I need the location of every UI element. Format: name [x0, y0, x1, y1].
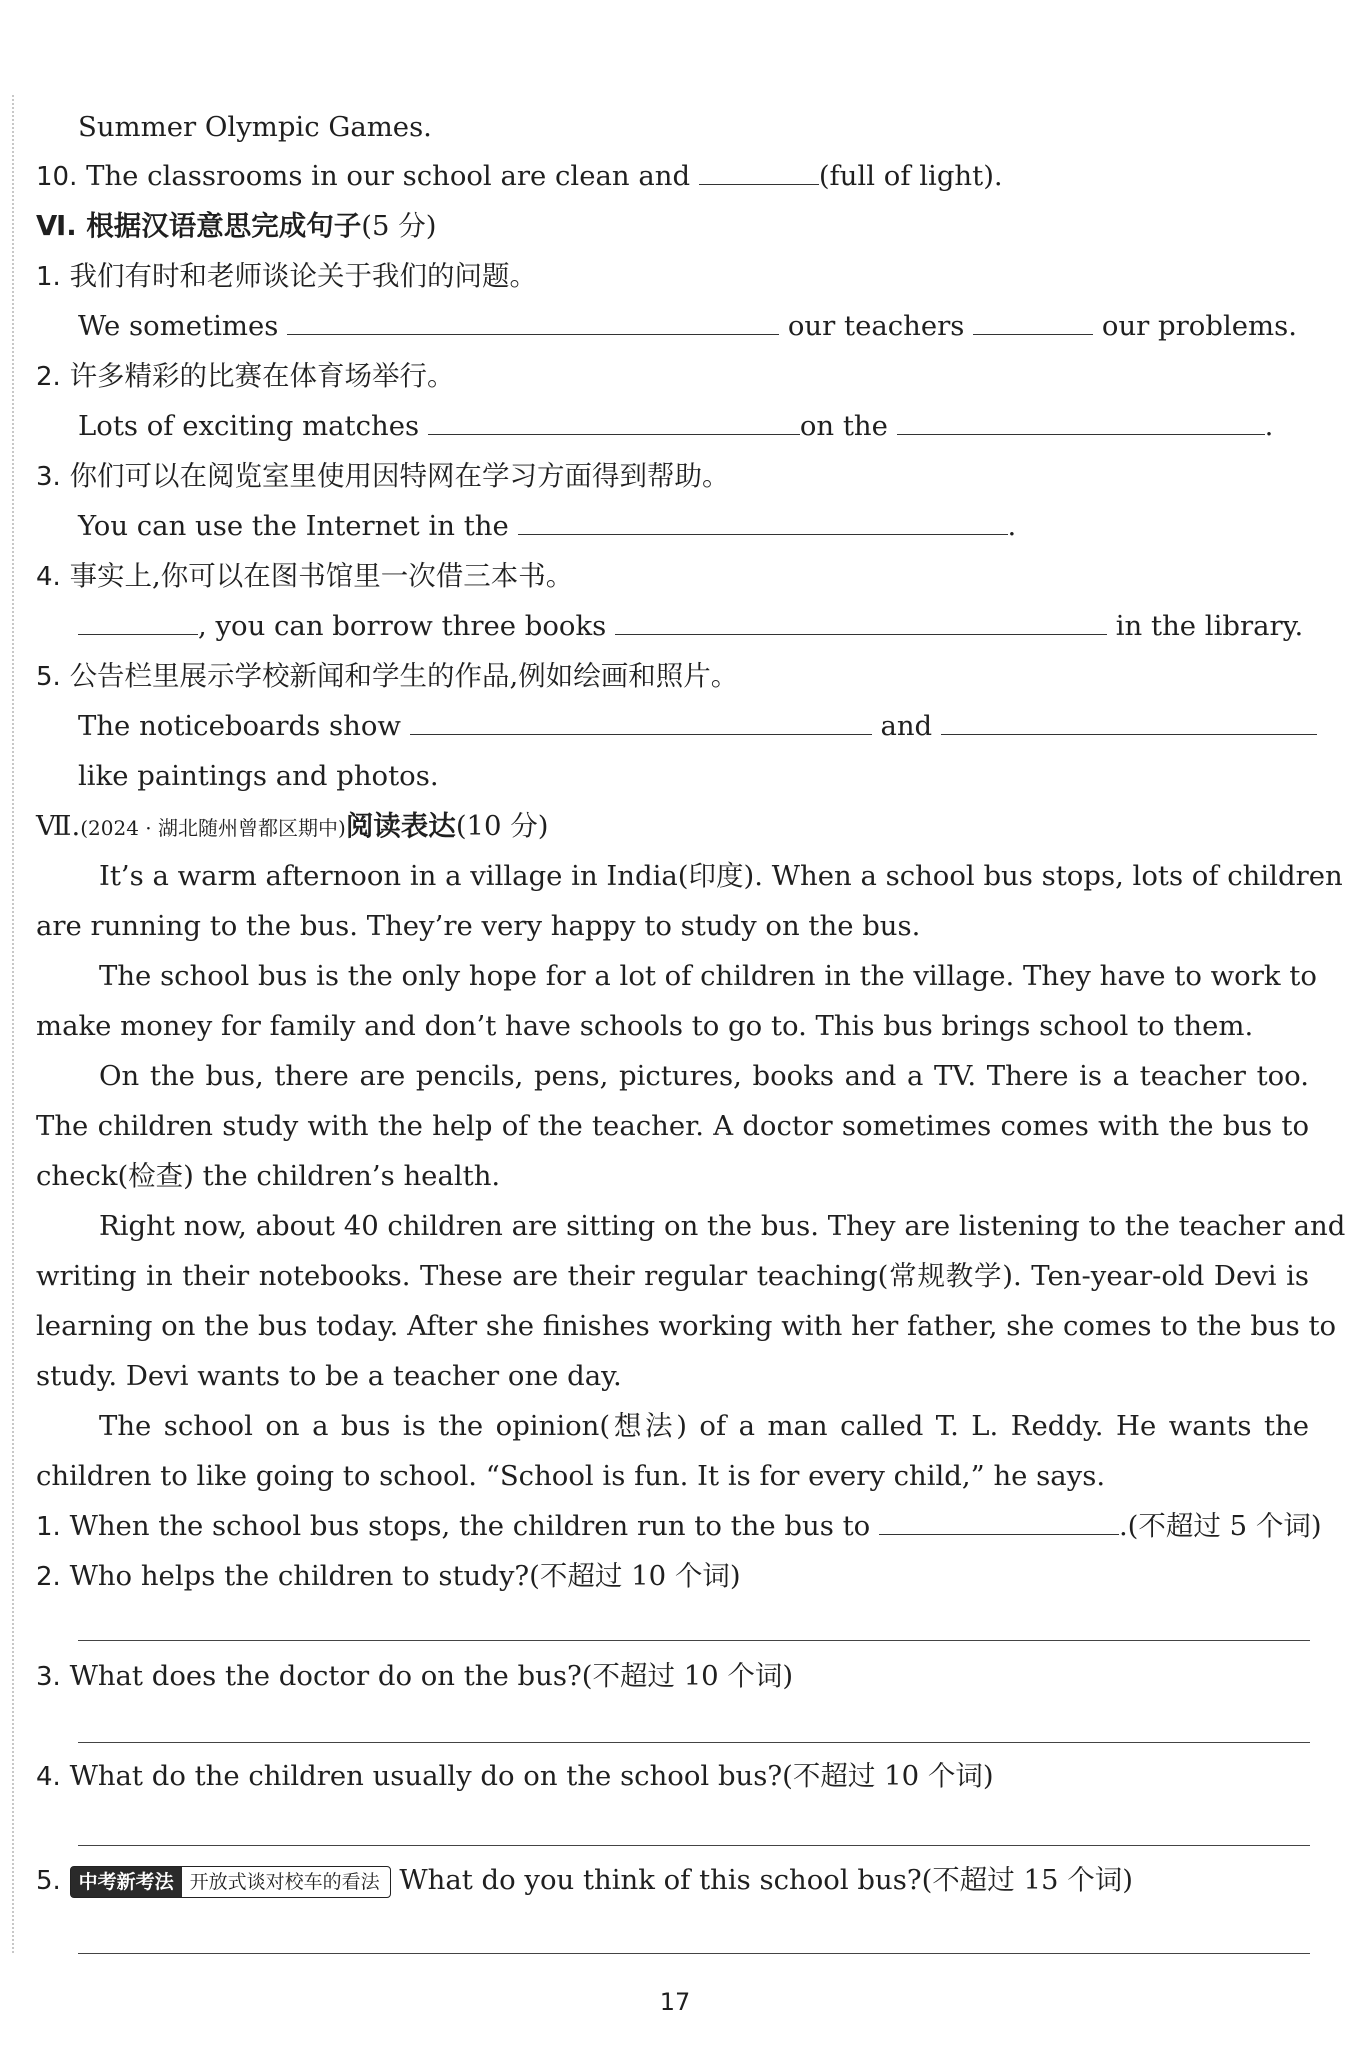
s6-q1-english [78, 306, 1297, 346]
passage-line: Right now, about 40 children are sitting on the bus. They are listening to the teacher and [99, 1210, 1346, 1242]
question-hint: .(不超过 5 个词) [1118, 1510, 1322, 1542]
chinese-prompt: 许多精彩的比赛在体育场举行。 [69, 360, 455, 392]
section-score: (10 分) [455, 810, 549, 842]
passage-line: check(检查) the children’s health. [36, 1160, 501, 1192]
answer-blank[interactable] [410, 708, 872, 735]
exam-tag [70, 1866, 391, 1898]
question-number: 3. [36, 462, 61, 492]
question-hint: (不超过 10 个词) [529, 1560, 741, 1592]
passage-line: The school bus is the only hope for a lot of children in the village. They have to work to [99, 960, 1317, 992]
sentence-fragment: The noticeboards show [78, 710, 401, 742]
answer-blank[interactable] [428, 408, 800, 435]
s6-q4-chinese [36, 556, 573, 597]
s7-question-5 [36, 1860, 1133, 1901]
s6-q5-chinese [36, 656, 738, 697]
answer-blank[interactable] [699, 158, 819, 185]
passage-line: writing in their notebooks. These are their regular teaching(常规教学). Ten-year-old Devi is [36, 1260, 1309, 1292]
section-score: (5 分) [361, 210, 437, 242]
passage-line: The school on a bus is the opinion(想法) of a man called T. L. Reddy. He wants the [99, 1410, 1309, 1442]
question-number: 1. [36, 262, 61, 292]
section-6-heading [36, 206, 436, 246]
passage-line: It’s a warm afternoon in a village in India(印度). When a school bus stops, lots of children [99, 860, 1343, 892]
passage-line: children to like going to school. “School is fun. It is for every child,” he says. [36, 1460, 1106, 1492]
passage-line: The children study with the help of the teacher. A doctor sometimes comes with the bus to [36, 1110, 1309, 1142]
answer-blank[interactable] [973, 308, 1093, 335]
sentence-fragment: like paintings and photos. [78, 760, 439, 792]
sentence-fragment: our problems. [1101, 310, 1297, 342]
question-text: What does the doctor do on the bus? [69, 1660, 582, 1692]
question-number: 10. [36, 162, 78, 192]
sentence-fragment: You can use the Internet in the [78, 510, 509, 542]
answer-blank[interactable] [287, 308, 779, 335]
s6-q2-english [78, 406, 1273, 446]
exam-tag-label: 中考新考法 [71, 1867, 182, 1897]
question-number: 2. [36, 362, 61, 392]
question-hint: (不超过 15 个词) [921, 1864, 1133, 1896]
answer-blank[interactable] [897, 408, 1265, 435]
sentence-fragment: . [1007, 510, 1017, 542]
section-title: 阅读表达 [345, 810, 456, 842]
question-hint: (full of light). [818, 160, 1003, 192]
s6-q4-english [78, 606, 1303, 646]
question-number: 2. [36, 1562, 61, 1592]
question-10 [36, 156, 1003, 197]
question-text: When the school bus stops, the children run to the bus to [69, 1510, 871, 1542]
s6-q3-english [78, 506, 1016, 546]
s6-q1-chinese [36, 256, 537, 297]
s6-q5-english [78, 706, 1317, 746]
sentence-fragment: We sometimes [78, 310, 279, 342]
section-7-heading [36, 806, 549, 848]
s7-question-1 [36, 1506, 1322, 1547]
answer-line[interactable] [78, 1845, 1310, 1846]
section-source: (2024 · 湖北随州曾都区期中) [80, 816, 346, 840]
s6-q3-chinese [36, 456, 730, 497]
answer-line[interactable] [78, 1953, 1310, 1954]
sentence-fragment: . [1264, 410, 1274, 442]
sentence-fragment: Lots of exciting matches [78, 410, 420, 442]
passage-line: learning on the bus today. After she finishes working with her father, she comes to the bus to [36, 1310, 1337, 1342]
chinese-prompt: 公告栏里展示学校新闻和学生的作品,例如绘画和照片。 [69, 660, 739, 692]
question-text: The classrooms in our school are clean and [86, 160, 691, 192]
passage-line: study. Devi wants to be a teacher one day. [36, 1360, 622, 1392]
chinese-prompt: 你们可以在阅览室里使用因特网在学习方面得到帮助。 [69, 460, 730, 492]
question-text: What do you think of this school bus? [399, 1864, 922, 1896]
s6-q5-english-cont [78, 756, 439, 796]
question-hint: (不超过 10 个词) [581, 1660, 794, 1692]
question-number: 4. [36, 1762, 61, 1792]
section-title: Ⅵ. 根据汉语意思完成句子 [36, 210, 362, 242]
sentence-fragment: on the [799, 410, 888, 442]
answer-line[interactable] [78, 1742, 1310, 1743]
question-number: 5. [36, 1866, 61, 1896]
answer-line[interactable] [78, 1640, 1310, 1641]
sentence-fragment: our teachers [787, 310, 965, 342]
question-number: 4. [36, 562, 61, 592]
page-number: 17 [659, 1988, 691, 2016]
passage-line: make money for family and don’t have schools to go to. This bus brings school to them. [36, 1010, 1254, 1042]
s7-question-4 [36, 1756, 994, 1797]
passage-line: are running to the bus. They’re very happy to study on the bus. [36, 910, 921, 942]
chinese-prompt: 我们有时和老师谈论关于我们的问题。 [69, 260, 538, 292]
question-number: 1. [36, 1512, 61, 1542]
s7-question-2 [36, 1556, 741, 1597]
question-text: Who helps the children to study? [69, 1560, 530, 1592]
question-number: 3. [36, 1662, 61, 1692]
sentence-fragment: in the library. [1115, 610, 1304, 642]
continuation-text: Summer Olympic Games. [78, 111, 432, 143]
passage-line: On the bus, there are pencils, pens, pictures, books and a TV. There is a teacher too. [99, 1060, 1309, 1092]
answer-blank[interactable] [615, 608, 1107, 635]
answer-blank[interactable] [78, 608, 198, 635]
answer-blank[interactable] [518, 508, 1008, 535]
chinese-prompt: 事实上,你可以在图书馆里一次借三本书。 [69, 560, 574, 592]
question-number: 5. [36, 662, 61, 692]
continuation-line [78, 107, 432, 147]
answer-blank[interactable] [941, 708, 1317, 735]
s6-q2-chinese [36, 356, 455, 397]
exam-tag-desc: 开放式谈对校车的看法 [189, 1870, 380, 1893]
question-text: What do the children usually do on the school bus? [69, 1760, 783, 1792]
question-hint: (不超过 10 个词) [782, 1760, 994, 1792]
s7-question-3 [36, 1656, 793, 1697]
answer-blank[interactable] [879, 1508, 1119, 1535]
section-number: Ⅶ. [36, 810, 81, 842]
sentence-fragment: and [880, 710, 933, 742]
sentence-fragment: , you can borrow three books [198, 610, 607, 642]
